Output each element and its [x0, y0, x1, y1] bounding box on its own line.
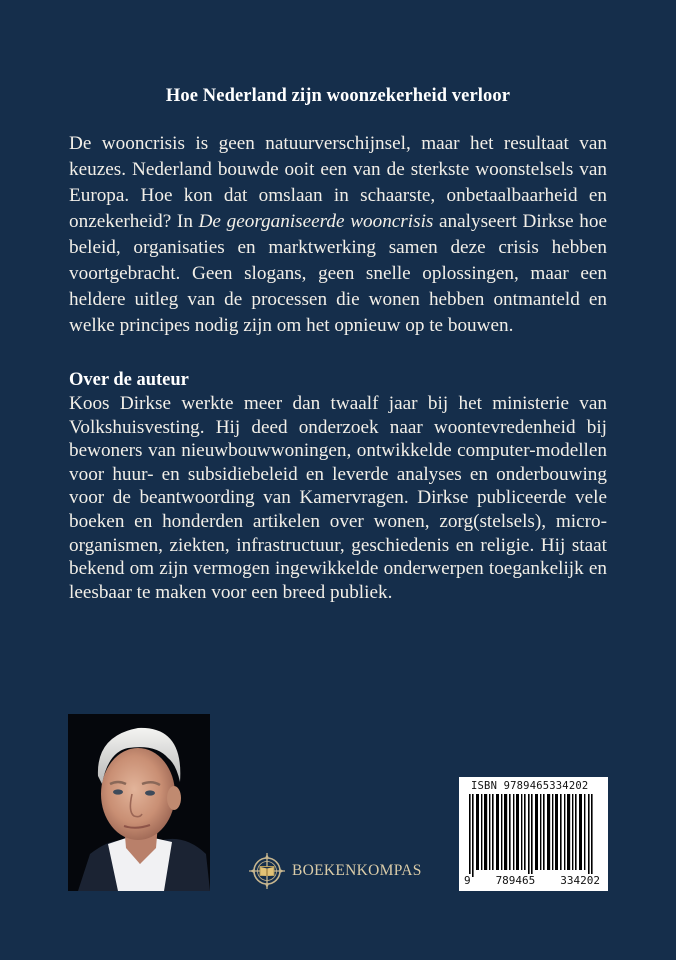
compass-book-icon: [248, 852, 286, 890]
book-blurb: [69, 131, 607, 339]
author-bio: Koos Dirkse werkte meer dan twaalf jaar bij het ministerie van Volkshuisvesting. Hij deed onderzoek naar woontevredenheid bij bewoners van nieuwbouwwoningen, ontwikkelde computer-modellen voor huur- en subsidiebeleid en leverde analyses en onderbouwing voor de beantwoording van Kamervragen. Dirkse publiceerde vele boeken en honderden artikelen over wonen, zorg(stelsels), micro-organismen, ziekten, infrastructuur, geschiedenis en religie. Hij staat bekend om zijn vermogen ingewikkelde onderwerpen toegankelijk en leesbaar te maken voor een breed publiek.: [69, 393, 607, 603]
blurb-text-2: analyseert Dirkse hoe beleid, organisaties en marktwerking samen deze crisis hebben voortgebracht. Geen slogans, geen snelle oplossingen, maar een heldere uitleg van de processen die wonen hebben ontmanteld en welke principes nodig zijn om het opnieuw op te bouwen.: [69, 211, 607, 336]
isbn-label: ISBN 9789465334202: [471, 780, 589, 792]
isbn-digits: [463, 874, 601, 887]
isbn-digit-prefix: 9: [464, 874, 471, 887]
isbn-digits-left: 789465: [495, 874, 536, 887]
isbn-digits-right: 334202: [560, 874, 600, 887]
portrait-image: [68, 714, 210, 891]
author-photo: [68, 714, 210, 891]
author-heading: Over de auteur: [69, 370, 189, 390]
blurb-text-1: De wooncrisis is geen natuurverschijnsel, maar het resultaat van keuzes. Nederland bouwde ooit een van de sterkste woonstelsels van Europa. Hoe kon dat omslaan in schaarste, onbetaalbaarheid en onzekerheid? In: [69, 133, 607, 232]
barcode-bars: [469, 794, 594, 877]
blurb-book-title: De georganiseerde wooncrisis: [198, 211, 434, 232]
publisher-name: BOEKENKOMPAS: [292, 862, 422, 879]
isbn-barcode: [459, 777, 608, 891]
cover-tagline: Hoe Nederland zijn woonzekerheid verloor: [165, 86, 511, 106]
publisher-logo: [248, 851, 422, 891]
